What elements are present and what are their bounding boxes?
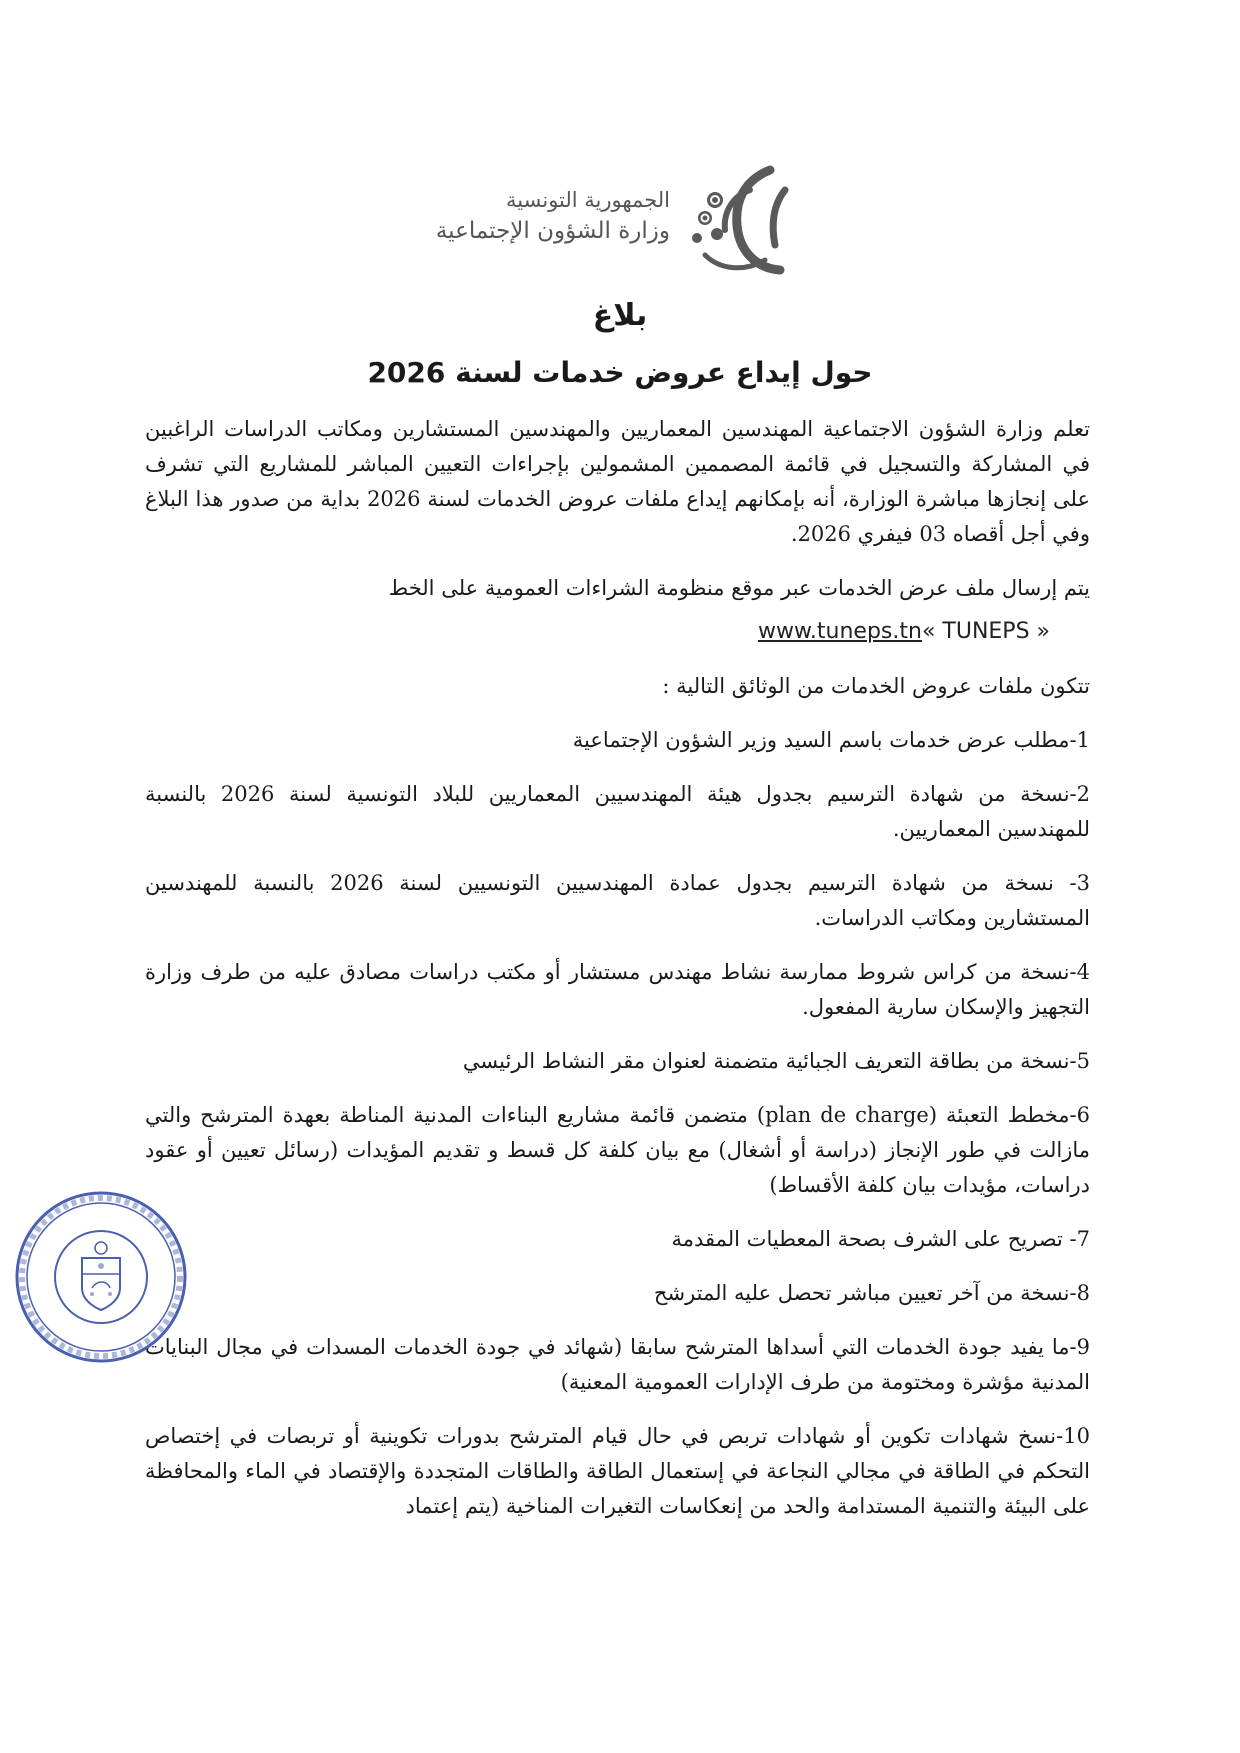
official-stamp-icon (12, 1188, 190, 1366)
ministry-name: وزارة الشؤون الإجتماعية (435, 218, 670, 244)
list-item: 4-نسخة من كراس شروط ممارسة نشاط مهندس مستشار أو مكتب دراسات مصادق عليه من طرف وزارة التجهيز والإسكان سارية المفعول. (145, 960, 1090, 1019)
list-item: 10-نسخ شهادات تكوين أو شهادات تربص في حال قيام المترشح بدورات تكوينية أو تربصات في إختصاص التحكم في الطاقة في مجالي النجاعة في إستعمال الطاقة والطاقات المتجددة والإقتصاد في الماء والمحافظة على البيئة والتنمية المستدامة والحد من إنعكاسات التغيرات المناخية (يتم إعتماد (145, 1424, 1090, 1518)
ministry-logo-icon (675, 160, 800, 280)
list-item: 8-نسخة من آخر تعيين مباشر تحصل عليه المترشح (653, 1281, 1090, 1305)
list-item: 9-ما يفيد جودة الخدمات التي أسداها المترشح سابقا (شهائد في جودة الخدمات المسدات في مجال البنايات المدنية مؤشرة ومختومة من طرف الإدارات العمومية المعنية) (145, 1335, 1090, 1394)
list-item: 5-نسخة من بطاقة التعريف الجبائية متضمنة لعنوان مقر النشاط الرئيسي (462, 1049, 1090, 1073)
list-item: 7- تصريح على الشرف بصحة المعطيات المقدمة (671, 1227, 1090, 1251)
letterhead (430, 160, 800, 280)
website-line (145, 614, 1090, 649)
republic-name: الجمهورية التونسية (506, 188, 670, 212)
intro-paragraph: تعلم وزارة الشؤون الاجتماعية المهندسين المعماريين والمهندسين المستشارين ومكاتب الدراسات الراغبين في المشاركة والتسجيل في قائمة المصممين المشمولين بإجراءات التعيين المباشر للمشاريع التي تشرف على إنجازها مباشرة الوزارة، أنه بإمكانهم إيداع ملفات عروض الخدمات لسنة 2026 بداية من صدور هذا البلاغ وفي أجل أقصاه 03 فيفري 2026. (145, 417, 1090, 546)
website-link[interactable]: www.tuneps.tn (757, 619, 922, 644)
list-item: 1-مطلب عرض خدمات باسم السيد وزير الشؤون الإجتماعية (572, 728, 1090, 752)
list-item: 3- نسخة من شهادة الترسيم بجدول عمادة المهندسيين التونسيين لسنة 2026 بالنسبة للمهندسين المستشارين ومكاتب الدراسات. (145, 871, 1090, 930)
documents-intro: تتكون ملفات عروض الخدمات من الوثائق التالية : (662, 674, 1090, 698)
letterhead-text (436, 185, 670, 247)
document-subtitle: حول إيداع عروض خدمات لسنة 2026 (367, 356, 873, 389)
list-item: 6-مخطط التعبئة (plan de charge) متضمن قائمة مشاريع البناءات المدنية المناطة بعهدة المترشح والتي مازالت في طور الإنجاز (دراسة أو أشغال) مع بيان كلفة كل قسط و تقديم المؤيدات (رسائل تعيين أو عقود دراسات، مؤيدات بيان كلفة الأقساط) (145, 1103, 1091, 1197)
list-item: 2-نسخة من شهادة الترسيم بجدول هيئة المهندسيين المعماريين للبلاد التونسية لسنة 2026 بالنسبة للمهندسين المعماريين. (145, 782, 1091, 841)
platform-name: « TUNEPS » (921, 619, 1050, 644)
document-title: بلاغ (592, 298, 648, 333)
document-body (145, 412, 1090, 1543)
send-instruction: يتم إرسال ملف عرض الخدمات عبر موقع منظومة الشراءات العمومية على الخط (388, 576, 1090, 600)
